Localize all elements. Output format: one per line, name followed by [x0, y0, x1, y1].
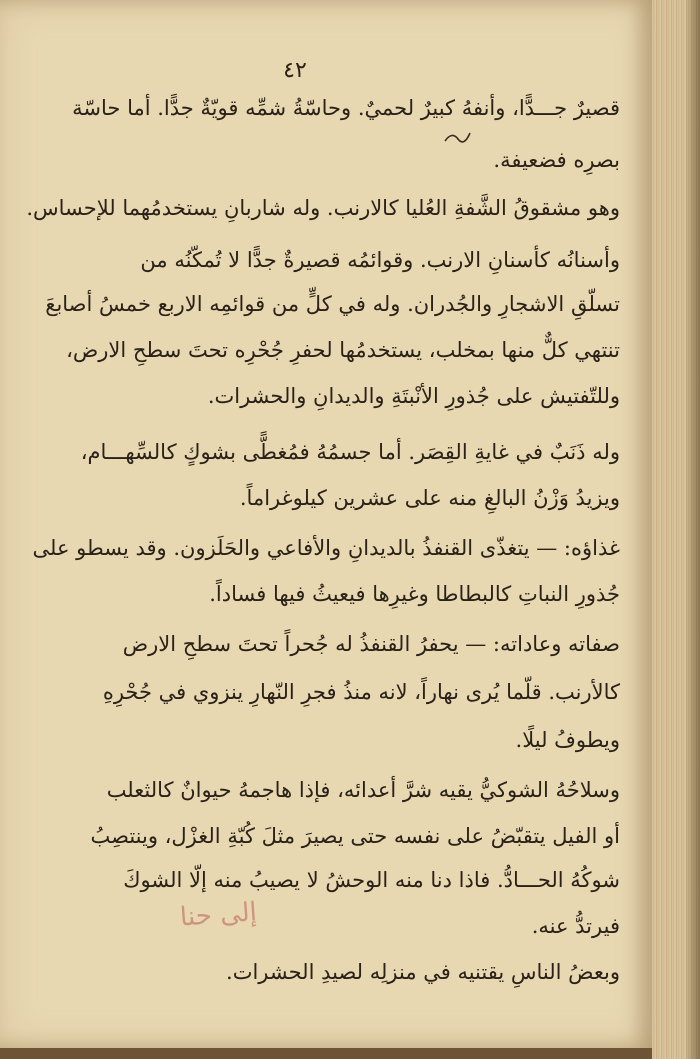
text-line: وأسنانُه كأسنانِ الارنب. وقوائمُه قصيرةٌ جدًّا لا تُمكّنُه من	[140, 248, 620, 272]
text-line: ويطوفُ ليلًا.	[515, 728, 620, 752]
text-line: تسلّقِ الاشجارِ والجُدران. وله في كلٍّ من قوائمِه الاربع خمسُ أصابعَ	[45, 292, 620, 316]
text-line: فيرتدُّ عنه.	[531, 914, 620, 938]
page-number: ٤٢	[283, 58, 307, 83]
text-line: كالأرنب. قلّما يُرى نهاراً، لانه منذُ فجرِ النّهارِ ينزوي في جُحْرِهِ	[102, 680, 620, 704]
text-line: ويزيدُ وَزْنُ البالغِ منه على عشرين كيلوغراماً.	[239, 486, 620, 510]
text-line: وللتّفتيش على جُذورِ الأنْبتَةِ والديدانِ والحشرات.	[207, 384, 620, 408]
text-line: شوكُهُ الحـــادُّ. فاذا دنا منه الوحشُ لا يصيبُ منه إلّا الشوكَ	[123, 868, 620, 892]
handwritten-stamp: إلى حنا	[179, 897, 258, 933]
text-line: قصيرٌ جـــدًّا، وأنفهُ كبيرٌ لحميٌ. وحاسّةُ شمِّه قويّةٌ جدًّا. أما حاسّة	[72, 96, 620, 120]
text-line: أو الفيل يتقبّضُ على نفسه حتى يصيرَ مثلَ كُبّةِ الغزْل، وينتصِبُ	[90, 824, 620, 848]
handwritten-mark	[442, 127, 472, 147]
page-edge	[652, 0, 700, 1059]
text-line: جُذورِ النباتِ كالبطاطا وغيرِها فيعيثُ فيها فساداً.	[209, 582, 620, 606]
text-line: وبعضُ الناسِ يقتنيه في منزلِه لصيدِ الحشرات.	[226, 960, 620, 984]
book-bottom-edge	[0, 1048, 652, 1059]
page-edge-shadow	[686, 0, 700, 1059]
text-line: غذاؤه: — يتغذّى القنفذُ بالديدانِ والأفاعي والحَلَزون. وقد يسطو على	[32, 536, 620, 560]
text-line: تنتهي كلٌّ منها بمخلب، يستخدمُها لحفرِ جُحْرِه تحتَ سطحِ الارض،	[66, 338, 620, 362]
text-line: وسلاحُهُ الشوكيُّ يقيه شرَّ أعدائه، فإذا هاجمهُ حيوانٌ كالثعلب	[106, 778, 620, 802]
text-line: وهو مشقوقُ الشَّفةِ العُليا كالارنب. وله شاربانِ يستخدمُهما للإحساس.	[26, 196, 620, 220]
text-line: صفاته وعاداته: — يحفرُ القنفذُ له جُحراً تحتَ سطحِ الارض	[122, 632, 620, 656]
text-line: بصرِه فضعيفة.	[493, 148, 620, 172]
text-line: وله ذَنَبٌ في غايةِ القِصَر. أما جسمُهُ فمُغطًّى بشوكٍ كالسِّهـــام،	[80, 440, 620, 464]
